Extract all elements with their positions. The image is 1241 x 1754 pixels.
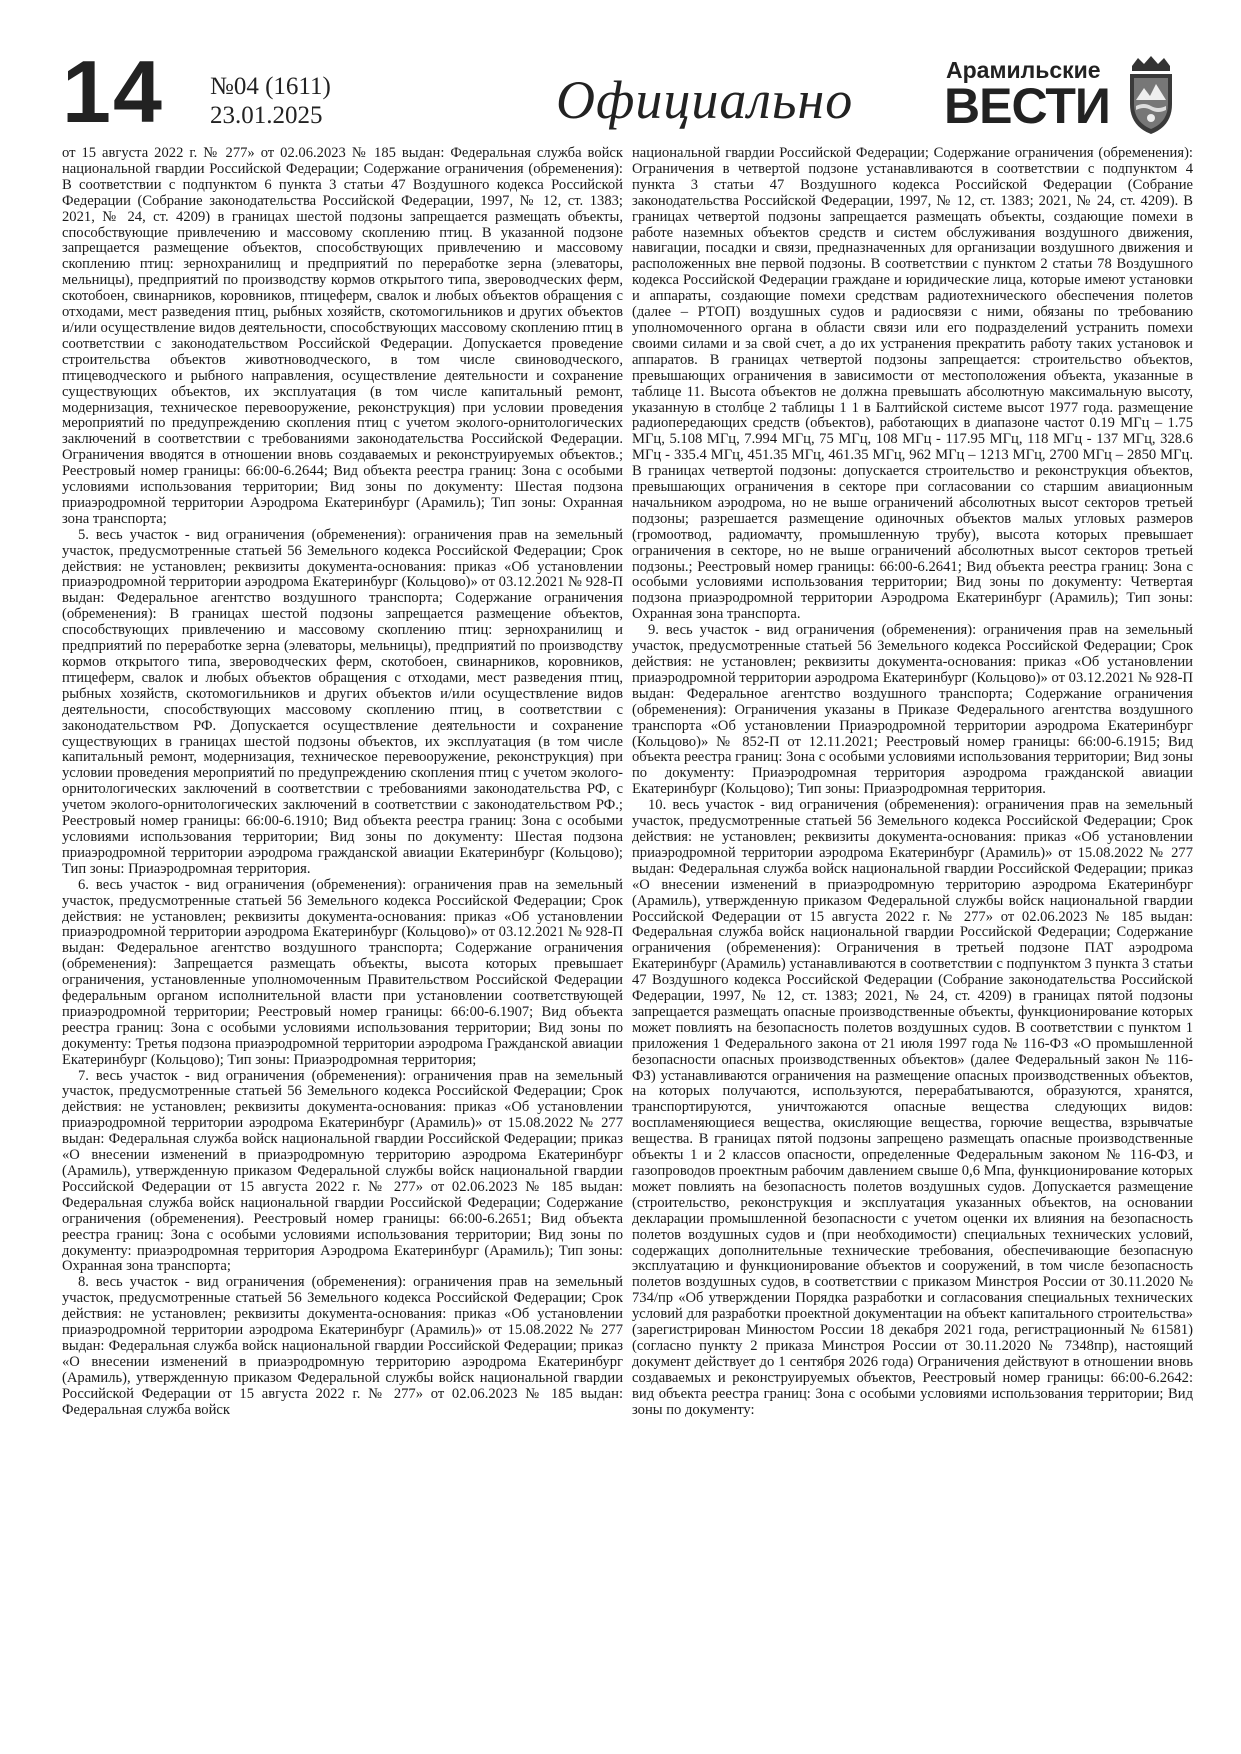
paragraph: национальной гвардии Российской Федерации; Содержание ограничения (обременения): Ограничения в четвертой подзоне устанавливаются в соответствии с подпунктом 4 пункта 3 статьи 47 Воздушного кодекса Российской Федерации (Собрание законодательства Российской Федерации, 1997, № 12, ст. 1383; 2021, № 24, ст. 4209). В границах четвертой подзоны запрещается размещать объекты, создающие помехи в работе наземных объектов средств и систем обслуживания воздушного движения, навигации, посадки и связи, предназначенных для организации воздушного движения и расположенных вне первой подзоны. В соответствии с пунктом 2 статьи 78 Воздушного кодекса Российской Федерации граждане и юридические лица, которые имеют установки и аппараты, создающие помехи средствам радиотехнического обеспечения полетов (далее – РТОП) воздушных судов и радиосвязи с ними, обязаны по требованию уполномоченного органа в области связи или его подразделений устранить помехи своими силами и за свой счет, а до их устранения прекратить работу таких установок и аппаратов. В границах четвертой подзоны запрещается: строительство объектов, превышающих ограничения в зависимости от местоположения объекта, указанные в таблице 11. Высота объектов не должна превышать абсолютную максимальную высоту, указанную в столбце 2 таблицы 1 1 в Балтийской системе высот 1977 года. размещение радиопередающих средств (объектов), работающих в диапазоне частот 0.19 МГц – 1.75 МГц, 5.108 МГц, 7.994 МГц, 75 МГц, 108 МГц - 117.95 МГц, 118 МГц - 137 МГц, 328.6 МГц - 335.4 МГц, 451.35 МГц, 461.35 МГц, 962 МГц – 1213 МГц, 2700 МГц – 2850 МГц. В границах четвертой подзоны: допускается строительство и реконструкция объектов, превышающих ограничения в секторе при согласовании со старшим авиационным начальником аэродрома, но не выше ограничений абсолютных высот секторов третьей подзоны; разрешается размещение одиночных объектов малых угловых размеров (громоотвод, радиомачту, промышленную трубу), высота которых превышает ограничения в секторе, но не выше ограничений абсолютных высот секторов третьей подзоны.; Реестровый номер границы: 66:00-6.2641; Вид объекта реестра границ: Зона с особыми условиями использования территории; Вид зоны по документу: Четвертая подзона приаэродромной территории Аэродрома Екатеринбург (Арамиль); Тип зоны: Охранная зона транспорта. bbox=[632, 146, 1193, 623]
issue-date: 23.01.2025 bbox=[210, 102, 323, 129]
paragraph: 7. весь участок - вид ограничения (обременения): ограничения прав на земельный участок, предусмотренные статьей 56 Земельного кодекса Российской Федерации; Срок действия: не установлен; реквизиты документа-основания: приказ «Об установлении приаэродромной территории аэродрома Екатеринбург (Арамиль)» от 15.08.2022 № 277 выдан: Федеральная служба войск национальной гвардии Российской Федерации; приказ «О внесении изменений в приаэродромную территорию аэродрома Екатеринбург (Арамиль), утвержденную приказом Федеральной службы войск национальной гвардии Российской Федерации от 15 августа 2022 г. № 277» от 02.06.2023 № 185 выдан: Федеральная служба войск национальной гвардии Российской Федерации; Содержание ограничения (обременения). Реестровый номер границы: 66:00-6.2651; Вид объекта реестра границ: Зона с особыми условиями использования территории; Вид зоны по документу: приаэродромная территория Аэродрома Екатеринбург (Арамиль); Тип зоны: Охранная зона транспорта; bbox=[62, 1067, 623, 1275]
issue-number: №04 (1611) bbox=[210, 73, 331, 100]
section-title: Официально bbox=[556, 70, 854, 130]
coat-of-arms-icon bbox=[1126, 54, 1176, 136]
paragraph: от 15 августа 2022 г. № 277» от 02.06.2023 № 185 выдан: Федеральная служба войск национальной гвардии Российской Федерации; Содержание ограничения (обременения): В соответствии с подпунктом 6 пункта 3 статьи 47 Воздушного кодекса Российской Федерации (Собрание законодательства Российской Федерации, 1997, № 12, ст. 1383; 2021, № 24, ст. 4209) в границах шестой подзоны запрещается размещать объекты, способствующие привлечению и массовому скоплению птиц. В указанной подзоне запрещается размещение объектов, способствующих привлечению и массовому скоплению птиц: зернохранилищ и предприятий по переработке зерна (элеваторы, мельницы), предприятий по производству кормов открытого типа, звероводческих ферм, скотобоен, свинарников, коровников, птицеферм, свалок и любых объектов обращения с отходами, мест разведения птиц, рыбных хозяйств, скотомогильников и других объектов и/или осуществление видов деятельности, способствующих массовому скоплению птиц в соответствии с законодательством Российской Федерации. Допускается проведение строительства объектов животноводческого, в том числе свиноводческого, птицеводческого и рыбного направления, осуществление деятельности и сохранение существующих объектов, их эксплуатация (в том числе капитальный ремонт, модернизация, техническое перевооружение, реконструкция) при условии проведения мероприятий по предупреждению скопления птиц с учетом эколого-орнитологических заключений в соответствии с требованиями законодательства Российской Федерации. Ограничения вводятся в отношении вновь создаваемых и реконструируемых объектов.; Реестровый номер границы: 66:00-6.2644; Вид объекта реестра границ: Зона с особыми условиями использования территории; Вид зоны по документу: Шестая подзона приаэродромной территории Аэродрома Екатеринбург (Арамиль); Тип зоны: Охранная зона транспорта; bbox=[62, 146, 623, 527]
logo-title: ВЕСТИ bbox=[944, 78, 1110, 134]
newspaper-logo bbox=[944, 58, 1120, 136]
article-column-right bbox=[632, 146, 1193, 1742]
article-column-left bbox=[62, 146, 623, 1742]
issue-info bbox=[210, 72, 331, 130]
paragraph: 9. весь участок - вид ограничения (обременения): ограничения прав на земельный участок, предусмотренные статьей 56 Земельного кодекса Российской Федерации; Срок действия: не установлен; реквизиты документа-основания: приказ «Об установлении приаэродромной территории аэродрома Екатеринбург (Кольцово)» от 03.12.2021 № 928-П выдан: Федеральное агентство воздушного транспорта; Содержание ограничения (обременения): Ограничения указаны в Приказе Федерального агентства воздушного транспорта «Об установлении Приаэродромной территории аэродрома Екатеринбург (Кольцово)» № 852-П от 12.11.2021; Реестровый номер границы: 66:00-6.1915; Вид объекта реестра границ: Зона с особыми условиями использования территории; Вид зоны по документу: Приаэродромная территория аэродрома гражданской авиации Екатеринбург (Кольцово); Тип зоны: Приаэродромная территория. bbox=[632, 622, 1193, 798]
paragraph: 6. весь участок - вид ограничения (обременения): ограничения прав на земельный участок, предусмотренные статьей 56 Земельного кодекса Российской Федерации; Срок действия: не установлен; реквизиты документа-основания: приказ «Об установлении приаэродромной территории аэродрома Екатеринбург (Кольцово)» от 03.12.2021 № 928-П выдан: Федеральное агентство воздушного транспорта; Содержание ограничения (обременения): Запрещается размещать объекты, высота которых превышает ограничения, установленные уполномоченным Правительством Российской Федерации федеральным органом исполнительной власти при установлении соответствующей приаэродромной территории; Реестровый номер границы: 66:00-6.1907; Вид объекта реестра границ: Зона с особыми условиями использования территории; Вид зоны по документу: Третья подзона приаэродромной территории аэродрома Гражданской авиации Екатеринбург (Кольцово); Тип зоны: Приаэродромная территория; bbox=[62, 876, 623, 1068]
paragraph: 8. весь участок - вид ограничения (обременения): ограничения прав на земельный участок, предусмотренные статьей 56 Земельного кодекса Российской Федерации; Срок действия: не установлен; реквизиты документа-основания: приказ «Об установлении приаэродромной территории аэродрома Екатеринбург (Арамиль)» от 15.08.2022 № 277 выдан: Федеральная служба войск национальной гвардии Российской Федерации; приказ «О внесении изменений в приаэродромную территорию аэродрома Екатеринбург (Арамиль), утвержденную приказом Федеральной службы войск национальной гвардии Российской Федерации от 15 августа 2022 г. № 277» от 02.06.2023 № 185 выдан: Федеральная служба войск bbox=[62, 1274, 623, 1418]
paragraph: 5. весь участок - вид ограничения (обременения): ограничения прав на земельный участок, предусмотренные статьей 56 Земельного кодекса Российской Федерации; Срок действия: не установлен; реквизиты документа-основания: приказ «Об установлении приаэродромной территории аэродрома Екатеринбург (Кольцово)» от 03.12.2021 № 928-П выдан: Федеральное агентство воздушного транспорта; Содержание ограничения (обременения): В границах шестой подзоны запрещается размещение объектов, способствующих привлечению и массовому скоплению птиц: зернохранилищ и предприятий по переработке зерна (элеваторы, мельницы), предприятий по производству кормов открытого типа, звероводческих ферм, скотобоен, свинарников, коровников, птицеферм, свалок и любых объектов обращения с отходами, мест разведения птиц, рыбных хозяйств, скотомогильников и других объектов и/или осуществление видов деятельности, способствующих массовому скоплению птиц, в соответствии с законодательством РФ. Допускается осуществление деятельности и сохранение существующих в границах шестой подзоны объектов, их эксплуатация (в том числе капитальный ремонт, модернизация, техническое перевооружение, реконструкция) при условии проведения мероприятий по предупреждению скопления птиц с учетом эколого-орнитологических заключений в соответствии с требованиями законодательства РФ, с учетом эколого-орнитологических заключений в соответствии с законодательством РФ.; Реестровый номер границы: 66:00-6.1910; Вид объекта реестра границ: Зона с особыми условиями использования территории; Вид зоны по документу: Шестая подзона приаэродромной территории аэродрома гражданской авиации Екатеринбург (Кольцово); Тип зоны: Приаэродромная территория. bbox=[62, 526, 623, 877]
paragraph: 10. весь участок - вид ограничения (обременения): ограничения прав на земельный участок, предусмотренные статьей 56 Земельного кодекса Российской Федерации; Срок действия: не установлен; реквизиты документа-основания: приказ «Об установлении приаэродромной территории аэродрома Екатеринбург (Арамиль)» от 15.08.2022 № 277 выдан: Федеральная служба войск национальной гвардии Российской Федерации; приказ «О внесении изменений в приаэродромную территорию аэродрома Екатеринбург (Арамиль), утвержденную приказом Федеральной службы войск национальной гвардии Российской Федерации от 15 августа 2022 г. № 277» от 02.06.2023 № 185 выдан: Федеральная служба войск национальной гвардии Российской Федерации; Содержание ограничения (обременения): Ограничения в третьей подзоне ПАТ аэродрома Екатеринбург (Арамиль) устанавливаются в соответствии с подпунктом 3 пункта 3 статьи 47 Воздушного кодекса Российской Федерации (Собрание законодательства Российской Федерации, 1997, № 12, ст. 1383; 2021, № 24, ст. 4209) в границах пятой подзоны запрещается размещать опасные производственные объекты, функционирование которых может повлиять на безопасность полетов воздушных судов. В соответствии с пунктом 1 приложения 1 Федерального закона от 21 июля 1997 года № 116-ФЗ «О промышленной безопасности опасных производственных объектов» (далее Федеральный закон № 116-ФЗ) устанавливаются ограничения на размещение опасных производственных объектов, на которых получаются, используются, перерабатываются, образуются, хранятся, транспортируются, уничтожаются опасные вещества следующих видов: воспламеняющиеся вещества, окисляющие вещества, горючие вещества, взрывчатые вещества. В границах пятой подзоны запрещено размещать опасные производственные объекты 1 и 2 классов опасности, определенные Федеральным законом № 116-ФЗ, и газопроводов проектным рабочим давлением свыше 0,6 Мпа, функционирование которых может повлиять на безопасность полетов воздушных судов. Допускается размещение (строительство, реконструкция и эксплуатация указанных объектов, на основании декларации промышленной безопасности с учетом оценки их влияния на безопасность полетов воздушных судов и (при необходимости) специальных технических условий, содержащих дополнительные технические требования, обеспечивающие безопасную эксплуатацию и функционирование объектов и сооружений, в том числе безопасность полетов воздушных судов, в соответствии с приказом Минстроя России от 30.11.2020 № 734/пр «Об утверждении Порядка разработки и согласования специальных технических условий для разработки проектной документации на объект капитального строительства» (зарегистрирован Минюстом России 18 декабря 2021 года, регистрационный № 61581) (согласно пункту 2 приказа Минстроя России от 30.11.2020 № 7348пр), настоящий документ действует до 1 сентября 2026 года) Ограничения действуют в отношении вновь создаваемых и реконструируемых объектов, Реестровый номер границы: 66:00-6.2642: вид объекта реестра границ: Зона с особыми условиями использования территории; Вид зоны по документу: bbox=[632, 797, 1193, 1418]
logo-subtitle: Арамильские bbox=[946, 57, 1101, 83]
page-header bbox=[0, 0, 1241, 148]
page-number: 14 bbox=[62, 42, 164, 141]
